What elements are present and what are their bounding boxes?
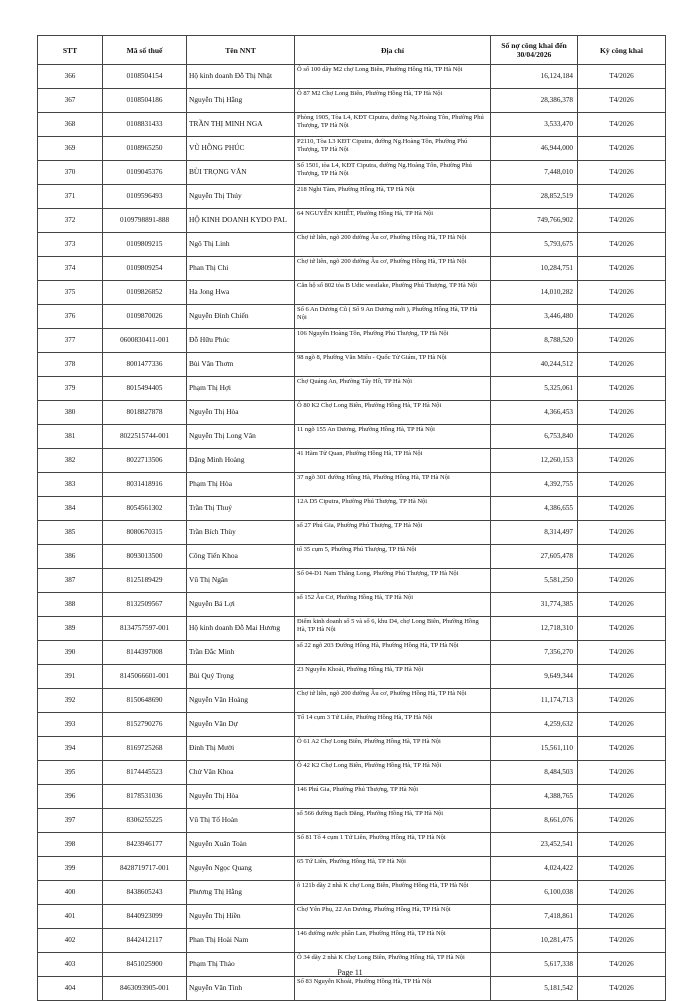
cell-debt-amount: 28,386,378: [491, 89, 578, 113]
cell-stt: 372: [38, 209, 103, 233]
cell-tax-code: 8145066601-001: [103, 665, 187, 689]
cell-tax-code: 8440923099: [103, 905, 187, 929]
cell-tax-code: 8132509567: [103, 593, 187, 617]
cell-period: T4/2026: [578, 641, 666, 665]
cell-taxpayer-name: Nguyễn Văn Dự: [187, 713, 295, 737]
cell-stt: 384: [38, 497, 103, 521]
cell-stt: 397: [38, 809, 103, 833]
table-row: [38, 833, 666, 857]
table-row: [38, 473, 666, 497]
cell-period: T4/2026: [578, 89, 666, 113]
cell-tax-code: 0109809215: [103, 233, 187, 257]
cell-debt-amount: 8,314,497: [491, 521, 578, 545]
cell-address: tổ 35 cụm 5, Phường Phú Thượng, TP Hà Nội: [295, 545, 491, 569]
cell-period: T4/2026: [578, 905, 666, 929]
table-row: [38, 857, 666, 881]
table-row: [38, 545, 666, 569]
table-row: [38, 497, 666, 521]
cell-address: 98 ngõ 8, Phường Văn Miếu - Quốc Tử Giám, TP Hà Nội: [295, 353, 491, 377]
cell-tax-code: 0109826852: [103, 281, 187, 305]
cell-debt-amount: 12,260,153: [491, 449, 578, 473]
table-row: [38, 233, 666, 257]
cell-debt-amount: 31,774,385: [491, 593, 578, 617]
table-row: [38, 65, 666, 89]
cell-period: T4/2026: [578, 953, 666, 977]
cell-address: 146 Phú Gia, Phường Phú Thượng, TP Hà Nội: [295, 785, 491, 809]
table-row: [38, 89, 666, 113]
cell-tax-code: 0109798891-888: [103, 209, 187, 233]
cell-address: Số 1501, tòa L4, KĐT Ciputra, đường Ng.Hoàng Tôn, Phường Phú Thượng, TP Hà Nội: [295, 161, 491, 185]
cell-stt: 378: [38, 353, 103, 377]
cell-address: Chợ Yên Phụ, 22 An Dương, Phường Hồng Hà, TP Hà Nội: [295, 905, 491, 929]
cell-taxpayer-name: Nguyễn Văn Hoàng: [187, 689, 295, 713]
cell-stt: 371: [38, 185, 103, 209]
cell-taxpayer-name: Bùi Quý Trọng: [187, 665, 295, 689]
cell-period: T4/2026: [578, 425, 666, 449]
cell-taxpayer-name: Ngô Thị Linh: [187, 233, 295, 257]
cell-period: T4/2026: [578, 977, 666, 1001]
cell-address: Phòng 1905, Tòa L4, KĐT Ciputra, đường Ng.Hoàng Tôn, Phường Phú Thượng, TP Hà Nội: [295, 113, 491, 137]
cell-taxpayer-name: Nguyễn Thị Hòa: [187, 785, 295, 809]
cell-address: Chợ tứ liên, ngõ 200 đường Âu cơ, Phường Hồng Hà, TP Hà Nội: [295, 689, 491, 713]
cell-stt: 374: [38, 257, 103, 281]
table-row: [38, 425, 666, 449]
cell-address: ô 121b dãy 2 nhà K chợ Long Biên, Phường Hồng Hà, TP Hà Nội: [295, 881, 491, 905]
table-row: [38, 593, 666, 617]
cell-stt: 385: [38, 521, 103, 545]
cell-tax-code: 8054561302: [103, 497, 187, 521]
cell-stt: 375: [38, 281, 103, 305]
table-row: [38, 689, 666, 713]
cell-stt: 398: [38, 833, 103, 857]
cell-taxpayer-name: Nguyễn Đình Chiến: [187, 305, 295, 329]
cell-stt: 395: [38, 761, 103, 785]
cell-stt: 394: [38, 737, 103, 761]
table-row: [38, 785, 666, 809]
cell-period: T4/2026: [578, 617, 666, 641]
cell-taxpayer-name: Trần Đắc Minh: [187, 641, 295, 665]
header-address: Địa chỉ: [295, 36, 491, 65]
cell-period: T4/2026: [578, 377, 666, 401]
cell-tax-code: 8169725268: [103, 737, 187, 761]
table-row: [38, 809, 666, 833]
cell-taxpayer-name: Phương Thị Hằng: [187, 881, 295, 905]
cell-tax-code: 0109870026: [103, 305, 187, 329]
cell-address: 37 ngõ 301 đường Hồng Hà, Phường Hồng Hà, TP Hà Nội: [295, 473, 491, 497]
cell-stt: 367: [38, 89, 103, 113]
cell-address: số 22 ngõ 203 Đường Hồng Hà, Phường Hồng Hà, TP Hà Nội: [295, 641, 491, 665]
cell-period: T4/2026: [578, 305, 666, 329]
cell-stt: 368: [38, 113, 103, 137]
cell-address: 41 Hàm Tử Quan, Phường Hồng Hà, TP Hà Nội: [295, 449, 491, 473]
cell-debt-amount: 4,259,632: [491, 713, 578, 737]
cell-taxpayer-name: Đinh Thị Mười: [187, 737, 295, 761]
cell-debt-amount: 16,124,184: [491, 65, 578, 89]
cell-period: T4/2026: [578, 761, 666, 785]
cell-period: T4/2026: [578, 497, 666, 521]
cell-debt-amount: 3,533,470: [491, 113, 578, 137]
cell-tax-code: 8150648690: [103, 689, 187, 713]
cell-tax-code: 8093013500: [103, 545, 187, 569]
cell-tax-code: 8423946177: [103, 833, 187, 857]
cell-period: T4/2026: [578, 809, 666, 833]
cell-debt-amount: 12,718,310: [491, 617, 578, 641]
cell-taxpayer-name: Nguyễn Thị Thúy: [187, 185, 295, 209]
cell-address: 12A D5 Ciputra, Phường Phú Thượng, TP Hà Nội: [295, 497, 491, 521]
table-row: [38, 929, 666, 953]
cell-stt: 390: [38, 641, 103, 665]
cell-debt-amount: 8,788,520: [491, 329, 578, 353]
cell-taxpayer-name: Trần Thị Thuý: [187, 497, 295, 521]
cell-tax-code: 8022515744-001: [103, 425, 187, 449]
tax-debt-table-page: [37, 35, 665, 1001]
cell-debt-amount: 6,100,038: [491, 881, 578, 905]
cell-tax-code: 8015494405: [103, 377, 187, 401]
table-row: [38, 137, 666, 161]
cell-stt: 382: [38, 449, 103, 473]
cell-address: Số 04-D1 Nam Thăng Long, Phường Phú Thượng, TP Hà Nội: [295, 569, 491, 593]
cell-stt: 379: [38, 377, 103, 401]
cell-taxpayer-name: Nguyễn Thị Hằng: [187, 89, 295, 113]
header-stt: STT: [38, 36, 103, 65]
table-row: [38, 113, 666, 137]
cell-tax-code: 0109809254: [103, 257, 187, 281]
cell-period: T4/2026: [578, 857, 666, 881]
cell-address: Số 81 Tổ 4 cụm 1 Tứ Liên, Phường Hồng Hà, TP Hà Nội: [295, 833, 491, 857]
cell-period: T4/2026: [578, 185, 666, 209]
cell-address: Ô 61 A2 Chợ Long Biên, Phường Hồng Hà, TP Hà Nội: [295, 737, 491, 761]
cell-taxpayer-name: Đặng Minh Hoàng: [187, 449, 295, 473]
table-body: [38, 65, 666, 1001]
header-tax-code: Mã số thuế: [103, 36, 187, 65]
cell-tax-code: 0109596493: [103, 185, 187, 209]
cell-debt-amount: 9,649,344: [491, 665, 578, 689]
cell-taxpayer-name: Nguyễn Ngọc Quang: [187, 857, 295, 881]
cell-stt: 388: [38, 593, 103, 617]
cell-period: T4/2026: [578, 665, 666, 689]
cell-period: T4/2026: [578, 881, 666, 905]
cell-period: T4/2026: [578, 113, 666, 137]
table-row: [38, 641, 666, 665]
cell-tax-code: 8438605243: [103, 881, 187, 905]
cell-stt: 402: [38, 929, 103, 953]
cell-debt-amount: 8,661,076: [491, 809, 578, 833]
cell-tax-code: 8451025900: [103, 953, 187, 977]
cell-stt: 376: [38, 305, 103, 329]
table-row: [38, 881, 666, 905]
cell-stt: 381: [38, 425, 103, 449]
cell-stt: 370: [38, 161, 103, 185]
table-row: [38, 209, 666, 233]
cell-address: 64 NGUYỄN KHIẾT, Phường Hồng Hà, TP Hà Nội: [295, 209, 491, 233]
cell-taxpayer-name: Nguyễn Bá Lợi: [187, 593, 295, 617]
cell-period: T4/2026: [578, 209, 666, 233]
cell-stt: 399: [38, 857, 103, 881]
cell-taxpayer-name: TRẦN THỊ MINH NGA: [187, 113, 295, 137]
cell-debt-amount: 4,024,422: [491, 857, 578, 881]
table-row: [38, 281, 666, 305]
cell-address: Căn hộ số 802 tòa B Udic westlake, Phường Phú Thượng, TP Hà Nội: [295, 281, 491, 305]
cell-address: Số 6 An Dương Cũ ( Số 9 An Dương mới ), Phường Hồng Hà, TP Hà Nội: [295, 305, 491, 329]
cell-address: Tổ 14 cụm 3 Tứ Liên, Phường Hồng Hà, TP Hà Nội: [295, 713, 491, 737]
cell-stt: 393: [38, 713, 103, 737]
cell-stt: 392: [38, 689, 103, 713]
cell-period: T4/2026: [578, 257, 666, 281]
cell-period: T4/2026: [578, 233, 666, 257]
cell-tax-code: 8001477336: [103, 353, 187, 377]
cell-stt: 383: [38, 473, 103, 497]
cell-stt: 377: [38, 329, 103, 353]
cell-address: Ô 42 K2 Chợ Long Biên, Phường Hồng Hà, TP Hà Nội: [295, 761, 491, 785]
cell-tax-code: 0600830411-001: [103, 329, 187, 353]
cell-stt: 404: [38, 977, 103, 1001]
cell-period: T4/2026: [578, 785, 666, 809]
cell-period: T4/2026: [578, 161, 666, 185]
cell-debt-amount: 7,418,861: [491, 905, 578, 929]
cell-debt-amount: 5,617,338: [491, 953, 578, 977]
table-row: [38, 521, 666, 545]
table-row: [38, 617, 666, 641]
cell-taxpayer-name: Nguyễn Văn Tỉnh: [187, 977, 295, 1001]
cell-tax-code: 8022713506: [103, 449, 187, 473]
cell-taxpayer-name: Phan Thị Hoài Nam: [187, 929, 295, 953]
cell-debt-amount: 4,366,453: [491, 401, 578, 425]
cell-debt-amount: 8,484,503: [491, 761, 578, 785]
cell-tax-code: 8152790276: [103, 713, 187, 737]
table-row: [38, 449, 666, 473]
cell-stt: 366: [38, 65, 103, 89]
cell-debt-amount: 4,392,755: [491, 473, 578, 497]
cell-debt-amount: 5,325,061: [491, 377, 578, 401]
cell-tax-code: 8428719717-001: [103, 857, 187, 881]
cell-period: T4/2026: [578, 929, 666, 953]
cell-period: T4/2026: [578, 593, 666, 617]
table-row: [38, 329, 666, 353]
cell-tax-code: 8125189429: [103, 569, 187, 593]
cell-taxpayer-name: BÙI TRỌNG VĂN: [187, 161, 295, 185]
table-row: [38, 737, 666, 761]
cell-taxpayer-name: Nguyễn Thị Hòa: [187, 401, 295, 425]
cell-address: số 152 Âu Cơ, Phường Hồng Hà, TP Hà Nội: [295, 593, 491, 617]
cell-period: T4/2026: [578, 329, 666, 353]
cell-period: T4/2026: [578, 473, 666, 497]
table-row: [38, 569, 666, 593]
table-row: [38, 161, 666, 185]
cell-debt-amount: 11,174,713: [491, 689, 578, 713]
cell-taxpayer-name: HỘ KINH DOANH KYDO PAL: [187, 209, 295, 233]
cell-tax-code: 8174445523: [103, 761, 187, 785]
cell-debt-amount: 27,605,478: [491, 545, 578, 569]
cell-taxpayer-name: Phan Thị Chi: [187, 257, 295, 281]
cell-taxpayer-name: Ha Jong Hwa: [187, 281, 295, 305]
cell-tax-code: 8018827878: [103, 401, 187, 425]
cell-debt-amount: 23,452,541: [491, 833, 578, 857]
cell-period: T4/2026: [578, 713, 666, 737]
cell-tax-code: 8178531036: [103, 785, 187, 809]
cell-debt-amount: 40,244,512: [491, 353, 578, 377]
cell-stt: 396: [38, 785, 103, 809]
cell-taxpayer-name: Bùi Văn Thơm: [187, 353, 295, 377]
cell-taxpayer-name: Vũ Thị Ngân: [187, 569, 295, 593]
cell-period: T4/2026: [578, 401, 666, 425]
cell-tax-code: 8442412117: [103, 929, 187, 953]
cell-stt: 400: [38, 881, 103, 905]
cell-tax-code: 8031418916: [103, 473, 187, 497]
cell-tax-code: 8080670315: [103, 521, 187, 545]
table-row: [38, 665, 666, 689]
cell-stt: 369: [38, 137, 103, 161]
cell-stt: 389: [38, 617, 103, 641]
table-row: [38, 185, 666, 209]
header-taxpayer-name: Tên NNT: [187, 36, 295, 65]
cell-debt-amount: 5,793,675: [491, 233, 578, 257]
cell-tax-code: 0108831433: [103, 113, 187, 137]
cell-address: 218 Nghi Tàm, Phường Hồng Hà, TP Hà Nội: [295, 185, 491, 209]
cell-address: 65 Tứ Liên, Phường Hồng Hà, TP Hà Nội: [295, 857, 491, 881]
cell-taxpayer-name: Hộ kinh doanh Đỗ Thị Nhật: [187, 65, 295, 89]
cell-address: số 27 Phú Gia, Phường Phú Thượng, TP Hà Nội: [295, 521, 491, 545]
cell-stt: 387: [38, 569, 103, 593]
cell-address: Số 83 Nguyễn Khoái, Phường Hồng Hà, TP Hà Nội: [295, 977, 491, 1001]
cell-debt-amount: 10,281,475: [491, 929, 578, 953]
cell-period: T4/2026: [578, 353, 666, 377]
table-row: [38, 377, 666, 401]
cell-tax-code: 0108504154: [103, 65, 187, 89]
cell-taxpayer-name: Phạm Thị Hợi: [187, 377, 295, 401]
cell-debt-amount: 749,766,902: [491, 209, 578, 233]
cell-tax-code: 0108504186: [103, 89, 187, 113]
cell-tax-code: 8463093905-001: [103, 977, 187, 1001]
page-number: Page 11: [337, 968, 363, 977]
cell-period: T4/2026: [578, 521, 666, 545]
cell-tax-code: 8306255225: [103, 809, 187, 833]
cell-debt-amount: 28,852,519: [491, 185, 578, 209]
cell-debt-amount: 4,386,655: [491, 497, 578, 521]
cell-debt-amount: 3,446,480: [491, 305, 578, 329]
table-row: [38, 713, 666, 737]
cell-address: Ô 80 K2 Chợ Long Biên, Phường Hồng Hà, TP Hà Nội: [295, 401, 491, 425]
table-row: [38, 401, 666, 425]
cell-debt-amount: 10,284,751: [491, 257, 578, 281]
cell-period: T4/2026: [578, 545, 666, 569]
cell-taxpayer-name: Trần Bích Thùy: [187, 521, 295, 545]
cell-address: Ô 87 M2 Chợ Long Biên, Phường Hồng Hà, TP Hà Nội: [295, 89, 491, 113]
cell-address: Chợ tứ liên, ngõ 200 đường Âu cơ, Phường Hồng Hà, TP Hà Nội: [295, 233, 491, 257]
cell-address: P2110, Tòa L3 KĐT Ciputra, đường Ng.Hoàng Tôn, Phường Phú Thượng, TP Hà Nội: [295, 137, 491, 161]
cell-debt-amount: 7,448,010: [491, 161, 578, 185]
table-row: [38, 305, 666, 329]
cell-address: số 566 đường Bạch Đằng, Phường Hồng Hà, TP Hà Nội: [295, 809, 491, 833]
cell-taxpayer-name: Công Tiến Khoa: [187, 545, 295, 569]
cell-debt-amount: 15,561,110: [491, 737, 578, 761]
cell-tax-code: 8144397008: [103, 641, 187, 665]
cell-stt: 391: [38, 665, 103, 689]
cell-debt-amount: 4,388,765: [491, 785, 578, 809]
cell-address: Chợ tứ liên, ngõ 200 đường Âu cơ, Phường Hồng Hà, TP Hà Nội: [295, 257, 491, 281]
table-row: [38, 761, 666, 785]
cell-period: T4/2026: [578, 689, 666, 713]
header-period: Kỳ công khai: [578, 36, 666, 65]
cell-taxpayer-name: Nguyễn Thị Hiền: [187, 905, 295, 929]
cell-debt-amount: 7,356,270: [491, 641, 578, 665]
cell-taxpayer-name: Nguyễn Xuân Toàn: [187, 833, 295, 857]
cell-taxpayer-name: Vũ Thị Tố Hoàn: [187, 809, 295, 833]
cell-address: Ô số 100 dãy M2 chợ Long Biên, Phường Hồng Hà, TP Hà Nội: [295, 65, 491, 89]
table-row: [38, 353, 666, 377]
cell-taxpayer-name: Phạm Thị Thảo: [187, 953, 295, 977]
cell-taxpayer-name: Hộ kinh doanh Đỗ Mai Hương: [187, 617, 295, 641]
header-debt-amount: Số nợ công khai đến 30/04/2026: [491, 36, 578, 65]
tax-debt-table: [37, 35, 666, 1001]
cell-period: T4/2026: [578, 449, 666, 473]
cell-taxpayer-name: Đỗ Hữu Phúc: [187, 329, 295, 353]
table-row: [38, 905, 666, 929]
cell-taxpayer-name: Chử Văn Khoa: [187, 761, 295, 785]
cell-address: 11 ngõ 155 An Dương, Phường Hồng Hà, TP Hà Nội: [295, 425, 491, 449]
cell-period: T4/2026: [578, 569, 666, 593]
cell-address: 146 đường nước phần Lan, Phường Hồng Hà, TP Hà Nội: [295, 929, 491, 953]
cell-stt: 386: [38, 545, 103, 569]
cell-debt-amount: 6,753,840: [491, 425, 578, 449]
cell-stt: 380: [38, 401, 103, 425]
cell-period: T4/2026: [578, 65, 666, 89]
cell-period: T4/2026: [578, 281, 666, 305]
table-header-row: [38, 36, 666, 65]
cell-period: T4/2026: [578, 833, 666, 857]
cell-tax-code: 0109045376: [103, 161, 187, 185]
cell-stt: 373: [38, 233, 103, 257]
cell-stt: 401: [38, 905, 103, 929]
cell-address: 106 Nguyễn Hoàng Tôn, Phường Phú Thượng, TP Hà Nội: [295, 329, 491, 353]
cell-taxpayer-name: Phạm Thị Hòa: [187, 473, 295, 497]
cell-taxpayer-name: VŨ HỒNG PHÚC: [187, 137, 295, 161]
cell-address: Chợ Quảng An, Phường Tây Hồ, TP Hà Nội: [295, 377, 491, 401]
table-row: [38, 257, 666, 281]
cell-address: Điểm kinh doanh số 5 và số 6, khu D4, chợ Long Biên, Phường Hồng Hà, TP Hà Nội: [295, 617, 491, 641]
cell-debt-amount: 14,010,282: [491, 281, 578, 305]
cell-address: Ô 34 dãy 2 nhà K Chợ Long Biên, Phường Hồng Hà, TP Hà Nội: [295, 953, 491, 977]
cell-debt-amount: 5,181,542: [491, 977, 578, 1001]
cell-stt: 403: [38, 953, 103, 977]
cell-period: T4/2026: [578, 137, 666, 161]
cell-taxpayer-name: Nguyễn Thị Long Vân: [187, 425, 295, 449]
cell-debt-amount: 46,944,000: [491, 137, 578, 161]
cell-period: T4/2026: [578, 737, 666, 761]
cell-address: 23 Nguyễn Khoái, Phường Hồng Hà, TP Hà Nội: [295, 665, 491, 689]
cell-debt-amount: 5,581,250: [491, 569, 578, 593]
cell-tax-code: 0108965250: [103, 137, 187, 161]
cell-tax-code: 8134757597-001: [103, 617, 187, 641]
